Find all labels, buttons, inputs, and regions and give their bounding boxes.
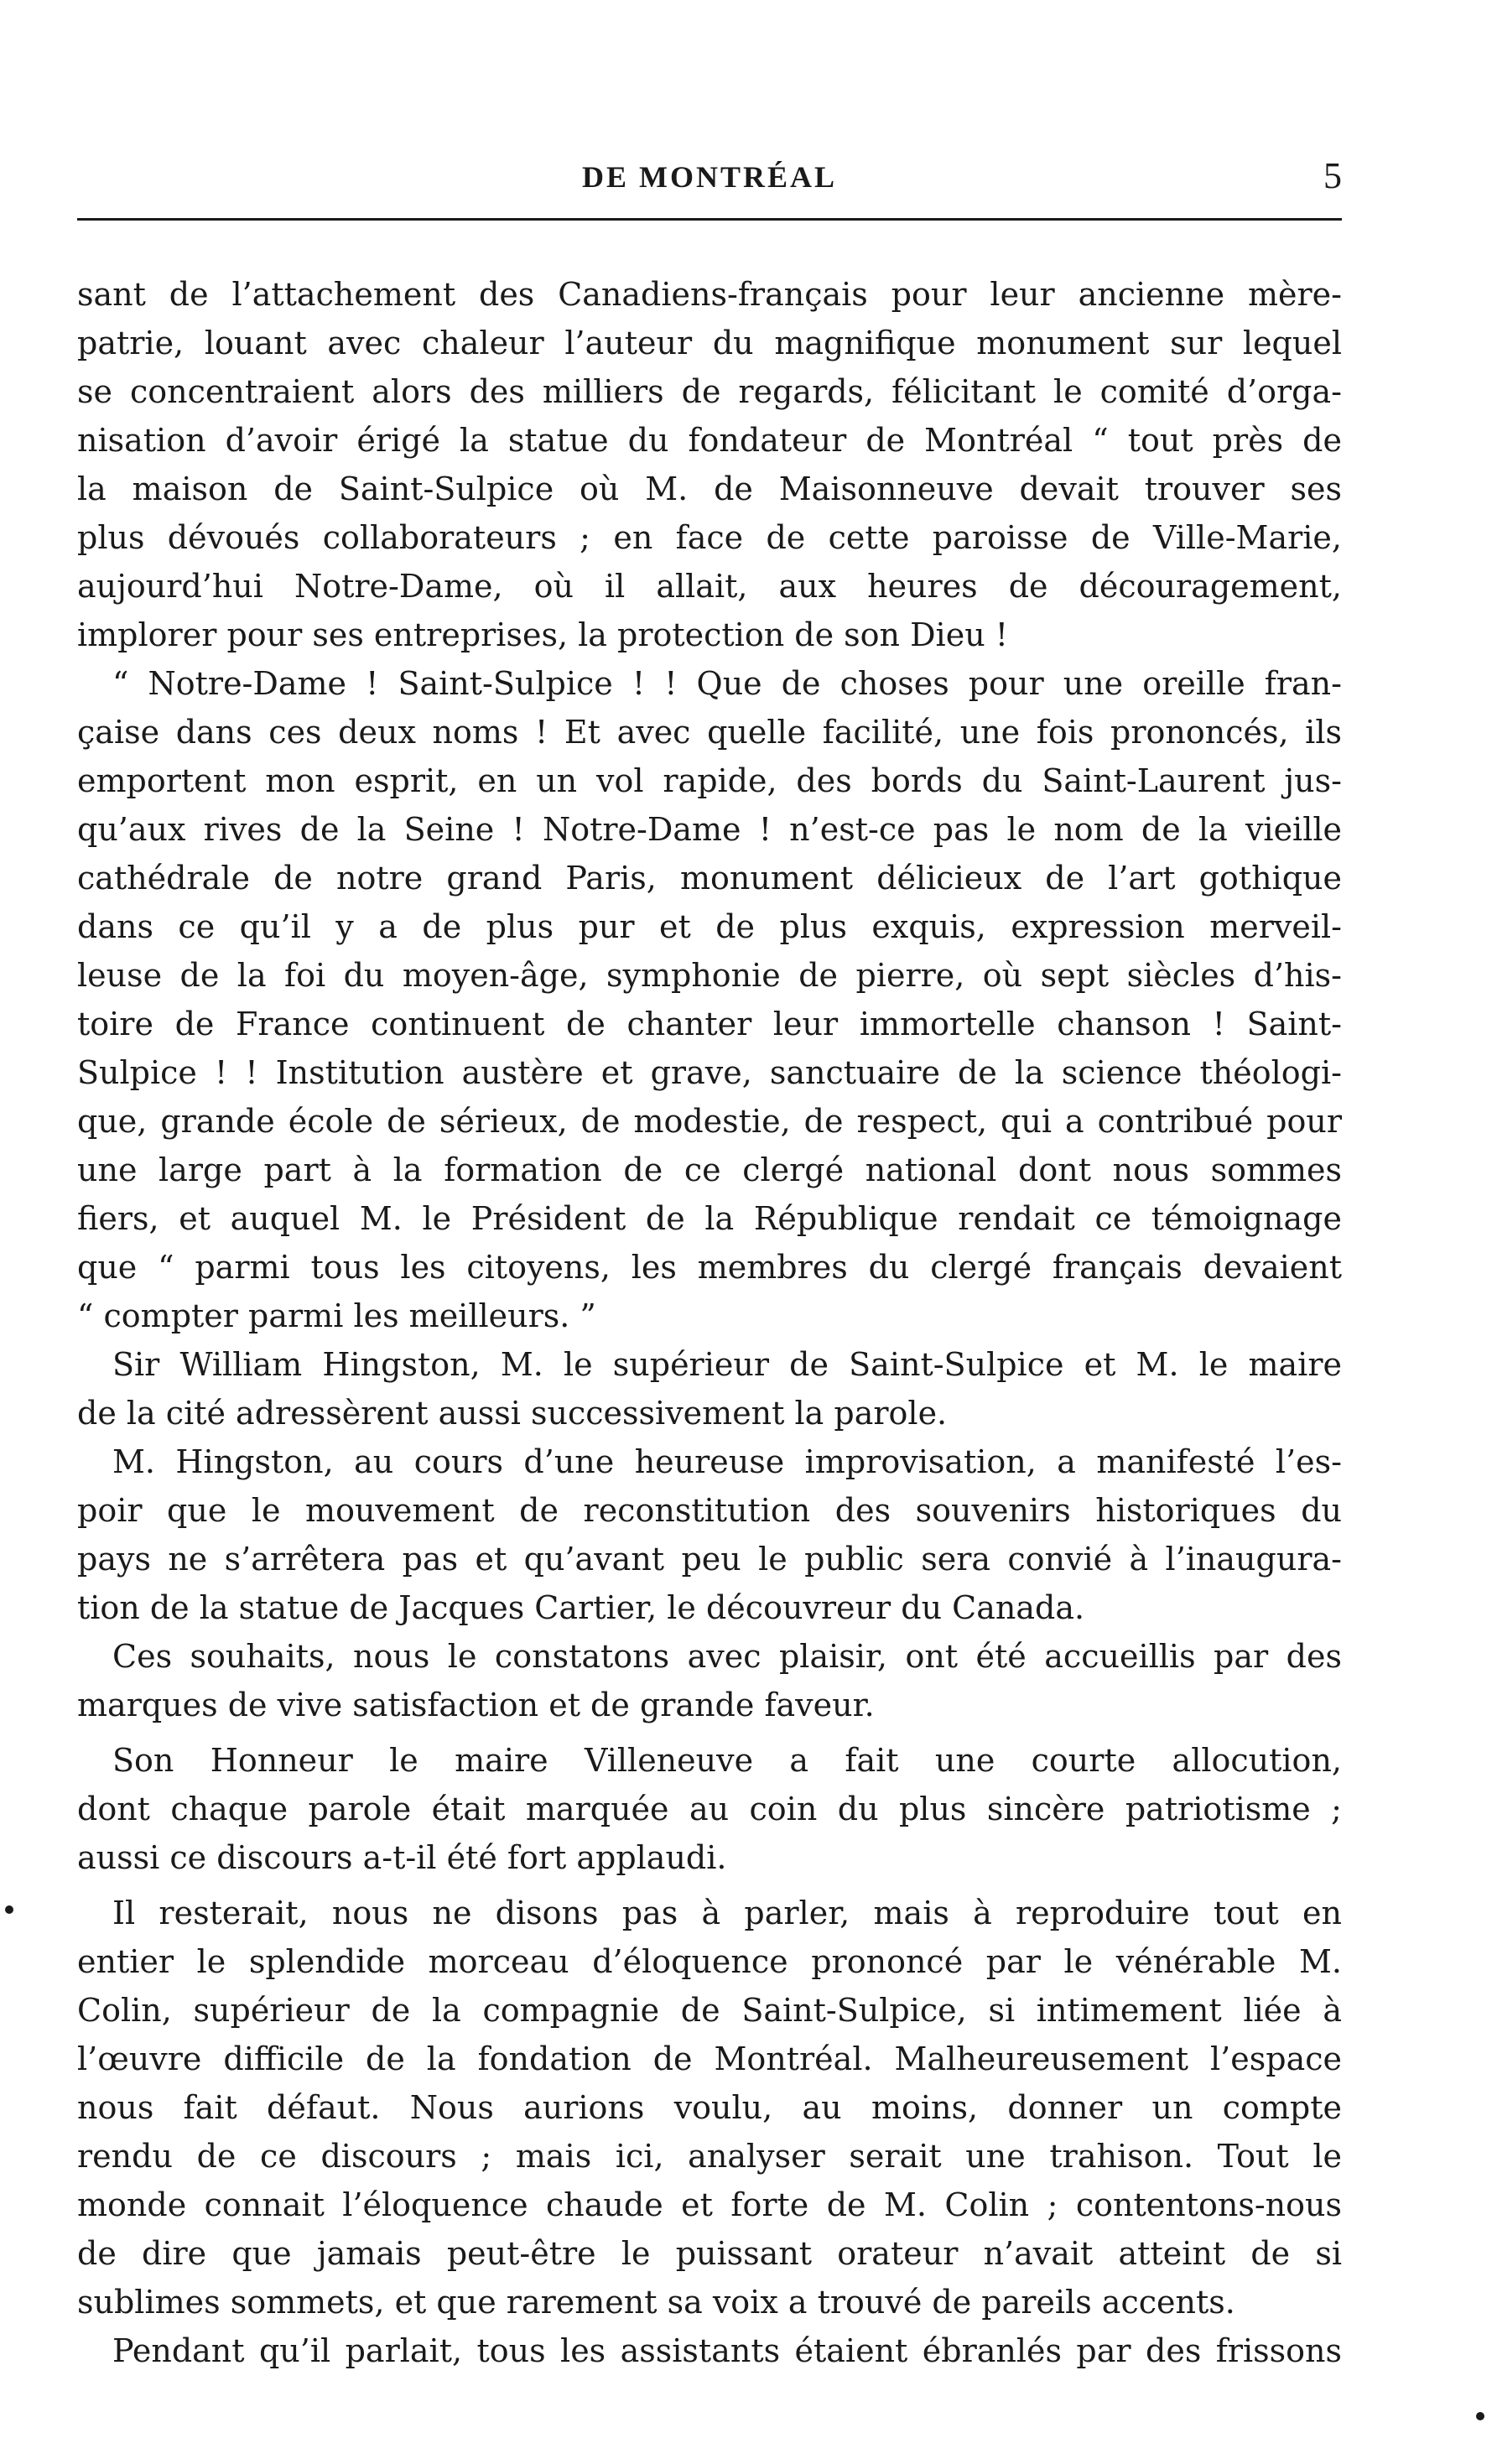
text-line: que “ parmi tous les citoyens, les membres du clergé français devaient: [77, 1249, 1342, 1286]
page-number: 5: [1323, 155, 1342, 196]
running-title: DE MONTRÉAL: [581, 160, 838, 194]
running-head: [77, 155, 1342, 203]
text-line: Sulpice ! ! Institution austère et grave, sanctuaire de la science théologi-: [77, 1054, 1342, 1091]
text-line: la maison de Saint-Sulpice où M. de Maisonneuve devait trouver ses: [77, 470, 1342, 507]
text-line: de la cité adressèrent aussi successivement la parole.: [77, 1395, 948, 1432]
paragraph-gap: [77, 1882, 1342, 1889]
text-line: entier le splendide morceau d’éloquence prononcé par le vénérable M.: [77, 1943, 1342, 1980]
paragraph-gap: [77, 1729, 1342, 1736]
text-line: tion de la statue de Jacques Cartier, le découvreur du Canada.: [77, 1589, 1085, 1626]
text-line: Il resterait, nous ne disons pas à parler, mais à reproduire tout en: [112, 1895, 1342, 1931]
text-line: Pendant qu’il parlait, tous les assistants étaient ébranlés par des frissons: [112, 2332, 1342, 2369]
text-line: Colin, supérieur de la compagnie de Saint-Sulpice, si intimement liée à: [77, 1992, 1342, 2029]
text-line: cathédrale de notre grand Paris, monument délicieux de l’art gothique: [77, 860, 1342, 897]
text-line: l’œuvre difficile de la fondation de Montréal. Malheureusement l’espace: [77, 2040, 1342, 2077]
text-line: poir que le mouvement de reconstitution des souvenirs historiques du: [77, 1492, 1342, 1529]
text-line: rendu de ce discours ; mais ici, analyser serait une trahison. Tout le: [77, 2138, 1342, 2175]
text-line: “ compter parmi les meilleurs. ”: [77, 1297, 596, 1334]
margin-dot: [1476, 2412, 1484, 2420]
text-line: sublimes sommets, et que rarement sa voix a trouvé de pareils accents.: [77, 2284, 1235, 2321]
text-line: nisation d’avoir érigé la statue du fondateur de Montréal “ tout près de: [77, 422, 1342, 459]
body-text: [77, 270, 1342, 2375]
text-line: monde connait l’éloquence chaude et forte de M. Colin ; contentons-nous: [77, 2186, 1342, 2223]
text-line: marques de vive satisfaction et de grande faveur.: [77, 1687, 875, 1723]
text-line: sant de l’attachement des Canadiens-français pour leur ancienne mère-: [77, 276, 1342, 313]
text-line: nous fait défaut. Nous aurions voulu, au moins, donner un compte: [77, 2089, 1342, 2126]
text-line: implorer pour ses entreprises, la protection de son Dieu !: [77, 616, 1009, 653]
text-line: “ Notre-Dame ! Saint-Sulpice ! ! Que de choses pour une oreille fran-: [112, 665, 1342, 702]
text-line: plus dévoués collaborateurs ; en face de cette paroisse de Ville-Marie,: [77, 519, 1342, 556]
text-line: leuse de la foi du moyen-âge, symphonie de pierre, où sept siècles d’his-: [77, 957, 1342, 994]
text-line: Son Honneur le maire Villeneuve a fait une courte allocution,: [112, 1742, 1342, 1779]
text-line: patrie, louant avec chaleur l’auteur du magnifique monument sur lequel: [77, 325, 1342, 361]
text-line: une large part à la formation de ce clergé national dont nous sommes: [77, 1151, 1342, 1188]
margin-dot: [5, 1905, 13, 1914]
text-line: Ces souhaits, nous le constatons avec plaisir, ont été accueillis par des: [112, 1638, 1342, 1675]
text-line: Sir William Hingston, M. le supérieur de Saint-Sulpice et M. le maire: [112, 1346, 1342, 1383]
text-line: aussi ce discours a-t-il été fort applaudi.: [77, 1839, 727, 1876]
text-line: dans ce qu’il y a de plus pur et de plus exquis, expression merveil-: [77, 908, 1342, 945]
text-line: que, grande école de sérieux, de modestie, de respect, qui a contribué pour: [77, 1103, 1342, 1140]
text-line: çaise dans ces deux noms ! Et avec quelle facilité, une fois prononcés, ils: [77, 714, 1342, 751]
text-line: se concentraient alors des milliers de regards, félicitant le comité d’orga-: [77, 373, 1342, 410]
text-line: de dire que jamais peut-être le puissant orateur n’avait atteint de si: [77, 2235, 1342, 2272]
header-rule: [77, 218, 1342, 221]
text-line: toire de France continuent de chanter leur immortelle chanson ! Saint-: [77, 1006, 1342, 1042]
text-line: aujourd’hui Notre-Dame, où il allait, aux heures de découragement,: [77, 568, 1342, 605]
text-line: pays ne s’arrêtera pas et qu’avant peu le public sera convié à l’inaugura-: [77, 1541, 1342, 1578]
text-line: M. Hingston, au cours d’une heureuse improvisation, a manifesté l’es-: [112, 1443, 1342, 1480]
text-line: fiers, et auquel M. le Président de la République rendait ce témoignage: [77, 1200, 1342, 1237]
text-line: qu’aux rives de la Seine ! Notre-Dame ! n’est-ce pas le nom de la vieille: [77, 811, 1342, 848]
text-line: emportent mon esprit, en un vol rapide, des bords du Saint-Laurent jus-: [77, 762, 1342, 799]
text-line: dont chaque parole était marquée au coin du plus sincère patriotisme ;: [77, 1791, 1342, 1827]
